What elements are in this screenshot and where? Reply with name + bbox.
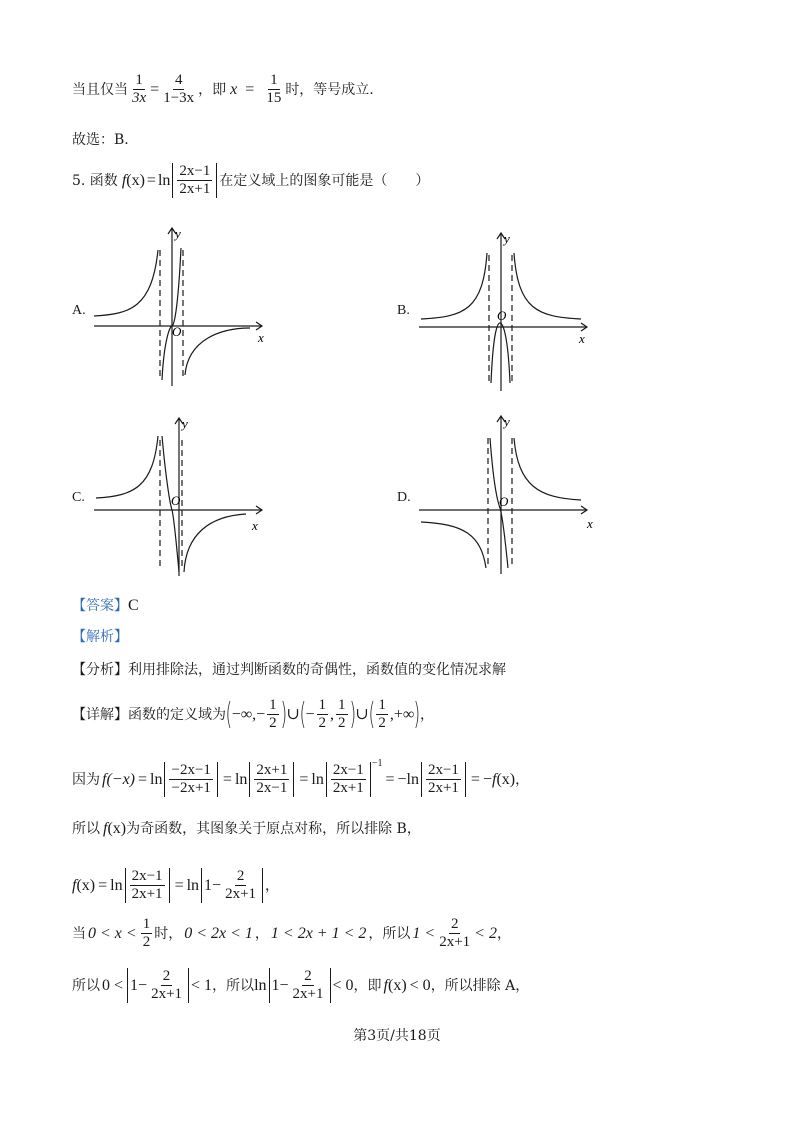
den: 2x+1 xyxy=(427,780,459,796)
comma: ， xyxy=(496,925,511,942)
ineq-right: < 0 xyxy=(409,976,431,994)
paren-right: ) xyxy=(349,696,356,732)
ln: ln xyxy=(234,770,248,788)
y-axis-label: y xyxy=(182,416,188,431)
when-line xyxy=(72,916,511,951)
x-axis-label: x xyxy=(258,330,264,345)
fraction-half xyxy=(317,697,329,732)
exclude-a-text: ，所以排除 A， xyxy=(430,977,530,994)
text-so: ，所以 xyxy=(212,977,255,994)
curve-left-branch xyxy=(96,436,158,498)
graph-option-b[interactable] xyxy=(415,225,605,395)
num: 2x−1 xyxy=(131,868,163,884)
eq-sign: = xyxy=(470,770,480,788)
fenxi-line xyxy=(72,661,506,679)
graph-option-a[interactable] xyxy=(90,220,280,390)
num: 4 xyxy=(174,72,183,88)
num: 2 xyxy=(304,968,312,984)
interval3-end: ,+∞ xyxy=(389,705,415,723)
fraction-half xyxy=(267,697,279,732)
origin-label: O xyxy=(172,324,182,339)
x-axis-label: x xyxy=(587,516,593,531)
abs-value xyxy=(164,762,217,797)
num: 1 xyxy=(269,697,277,713)
answer-value: C xyxy=(128,597,139,614)
curve-right-branch xyxy=(514,253,581,319)
eq-sign: = xyxy=(299,770,309,788)
text-so: ，所以 xyxy=(368,925,411,942)
fraction xyxy=(149,968,184,1003)
ln: ln xyxy=(150,770,163,788)
eq-sign: = xyxy=(146,171,156,189)
eq-sign: = xyxy=(174,876,184,894)
func-arg: (x) xyxy=(107,820,127,837)
one-minus: 1− xyxy=(130,976,148,994)
so-line xyxy=(72,968,529,1003)
fraction xyxy=(331,762,366,797)
comma: ， xyxy=(265,877,280,894)
den: 2x+1 xyxy=(292,986,324,1002)
text-when: 当 xyxy=(72,925,86,942)
num: 2 xyxy=(236,868,245,884)
text-so: 所以 xyxy=(72,821,100,837)
fraction xyxy=(177,163,212,198)
abs-value xyxy=(201,868,263,903)
num: −2x−1 xyxy=(171,762,211,778)
eq-sign: = xyxy=(245,80,255,98)
paren-right: ) xyxy=(413,696,421,732)
ineq-3: 1 < 2x + 1 < 2 xyxy=(270,924,367,942)
text-when-suffix: 时， xyxy=(154,925,183,942)
func-f: f xyxy=(72,876,77,894)
text-equality-holds: 时，等号成立. xyxy=(285,81,374,98)
num: 1 xyxy=(135,72,143,88)
one-minus: 1− xyxy=(271,976,289,994)
minus: − xyxy=(305,705,315,723)
origin-label: O xyxy=(497,308,507,323)
x-axis-label: x xyxy=(579,331,585,346)
analysis-tag: 【解析】 xyxy=(72,629,128,645)
eq-sign: = xyxy=(385,770,395,788)
answer-line xyxy=(72,597,139,615)
interval1-start: −∞,− xyxy=(231,705,266,723)
neg-ln: −ln xyxy=(397,770,419,788)
fraction xyxy=(426,762,461,797)
fraction xyxy=(169,762,212,797)
fraction xyxy=(291,968,326,1003)
func-f: f xyxy=(383,976,388,994)
num: 2 xyxy=(450,916,459,932)
ln: ln xyxy=(110,876,123,894)
den: 2x+1 xyxy=(151,986,183,1002)
eq-sign: = xyxy=(98,876,108,894)
den: 2x+1 xyxy=(225,886,257,902)
curve-left-branch xyxy=(421,253,487,319)
paren-right: ) xyxy=(280,696,287,732)
fraction-4-over-1-3x xyxy=(161,72,196,107)
den: 2 xyxy=(142,934,151,950)
abs-value xyxy=(249,762,294,797)
ineq-right: < 0 xyxy=(332,976,354,994)
comma: ， xyxy=(254,925,269,942)
union-sign: ∪ xyxy=(355,705,369,723)
fraction-half xyxy=(376,697,388,732)
because-line xyxy=(72,757,530,797)
ineq-1: 0 < x < xyxy=(88,924,137,942)
curve-left-branch xyxy=(421,522,486,568)
option-d-label[interactable]: D. xyxy=(397,490,411,505)
page-footer: 第3页/共18页 xyxy=(353,1028,441,1044)
abs-value xyxy=(127,968,189,1003)
text-because: 因为 xyxy=(72,771,100,788)
comma: ， xyxy=(420,706,435,723)
text-ie: ，即 xyxy=(198,81,227,98)
fraction-half xyxy=(336,697,348,732)
one-minus: 1− xyxy=(204,876,222,894)
abs-value xyxy=(421,762,466,797)
line-choose-b: 故选：B. xyxy=(72,132,129,148)
func-f: f xyxy=(103,820,108,837)
fraction-1-over-15 xyxy=(264,72,283,107)
func-arg: (x) xyxy=(76,876,96,894)
ln: ln xyxy=(254,976,267,994)
ineq-left: 0 < xyxy=(102,976,124,994)
xiangjie-tag: 【详解】 xyxy=(72,706,128,723)
num: 1 xyxy=(142,916,151,932)
den: 2x+1 xyxy=(439,934,471,950)
eq-sign: = xyxy=(222,770,232,788)
var-x: x xyxy=(230,80,238,98)
text-so: 所以 xyxy=(72,977,100,994)
paren-left: ( xyxy=(368,696,375,732)
func-arg: (x) xyxy=(126,171,145,189)
curve-right-branch xyxy=(514,438,581,500)
answer-tag: 【答案】 xyxy=(72,598,128,614)
den: 2x+1 xyxy=(179,181,211,197)
origin-label: O xyxy=(499,494,509,509)
eq-sign: = xyxy=(150,80,160,98)
den: 2 xyxy=(338,715,346,731)
odd-function-line xyxy=(72,820,421,838)
abs-value xyxy=(269,968,331,1003)
option-c-label[interactable]: C. xyxy=(72,490,85,505)
func-arg: (x) xyxy=(388,976,407,994)
fx-rewrite-line xyxy=(72,868,279,903)
abs-value xyxy=(326,762,371,797)
question-number: 5. 函数 xyxy=(72,172,118,189)
option-a-label[interactable]: A. xyxy=(72,303,86,318)
ln: ln xyxy=(157,171,171,189)
graph-option-d[interactable] xyxy=(415,408,605,578)
abs-value xyxy=(172,163,217,198)
den: 2x+1 xyxy=(332,780,364,796)
fraction-half xyxy=(141,916,153,951)
abs-value xyxy=(125,868,170,903)
num: 2 xyxy=(162,968,171,984)
num: 2x+1 xyxy=(256,762,288,778)
minus: − xyxy=(482,770,492,788)
curve-right-branch xyxy=(185,328,250,375)
fraction xyxy=(254,762,289,797)
exponent: −1 xyxy=(371,757,383,769)
num: 1 xyxy=(338,697,346,713)
text-ie: ，即 xyxy=(353,977,382,994)
graph-option-c[interactable] xyxy=(90,410,280,580)
ineq-4-left: 1 < xyxy=(412,924,436,942)
fraction xyxy=(223,868,258,903)
fenxi-tag: 【分析】 xyxy=(72,662,128,678)
den: 2 xyxy=(318,715,327,731)
den: 3x xyxy=(132,90,147,106)
origin-label: O xyxy=(171,493,181,508)
den: 1−3x xyxy=(163,90,195,106)
num: 1 xyxy=(378,697,386,713)
den: 2 xyxy=(378,715,386,731)
num: 2x−1 xyxy=(179,163,211,179)
ineq-2: 0 < 2x < 1 xyxy=(184,924,253,942)
text-domain-is: 函数的定义域为 xyxy=(128,706,226,723)
union-sign: ∪ xyxy=(286,705,300,723)
ln: ln xyxy=(311,770,324,788)
y-axis-label: y xyxy=(504,231,510,246)
num: 1 xyxy=(270,72,278,88)
fraction xyxy=(437,916,472,951)
den: 2 xyxy=(269,715,277,731)
text-when-only: 当且仅当 xyxy=(72,81,128,98)
func-arg: (x) xyxy=(496,770,516,788)
y-axis-label: y xyxy=(175,226,181,241)
num: 1 xyxy=(318,697,327,713)
den: 2x+1 xyxy=(131,886,163,902)
odd-function-text: 为奇函数，其图象关于原点对称，所以排除 B， xyxy=(126,821,421,837)
question-text: 在定义域上的图象可能是（ ） xyxy=(219,172,430,189)
xiangjie-domain-line xyxy=(72,697,434,732)
curve-right-branch xyxy=(184,514,246,572)
ineq-right: < 1 xyxy=(191,976,213,994)
x-axis-label: x xyxy=(252,518,258,533)
y-axis-label: y xyxy=(504,414,510,429)
den: 15 xyxy=(266,90,282,106)
curve-left-branch xyxy=(94,250,158,316)
f-neg-x: f(−x) xyxy=(102,770,135,788)
den: 2x−1 xyxy=(256,780,288,796)
eq-sign: = xyxy=(138,770,148,788)
func-f: f xyxy=(121,171,127,189)
paren-left: ( xyxy=(225,696,233,732)
ineq-4-right: < 2 xyxy=(474,924,497,942)
paren-left: ( xyxy=(299,696,306,732)
comma: , xyxy=(330,705,335,723)
ln: ln xyxy=(186,876,200,894)
option-b-label[interactable]: B. xyxy=(397,303,410,318)
line-equality-condition xyxy=(72,72,374,107)
fenxi-text: 利用排除法，通过判断函数的奇偶性，函数值的变化情况求解 xyxy=(128,662,506,678)
question-5-stem xyxy=(72,163,429,198)
num: 2x−1 xyxy=(427,762,459,778)
func-f: f xyxy=(491,770,497,788)
num: 2x−1 xyxy=(332,762,364,778)
fraction-1-over-3x xyxy=(130,72,148,107)
den: −2x+1 xyxy=(171,780,211,796)
fraction xyxy=(130,868,165,903)
comma: ， xyxy=(515,771,530,788)
